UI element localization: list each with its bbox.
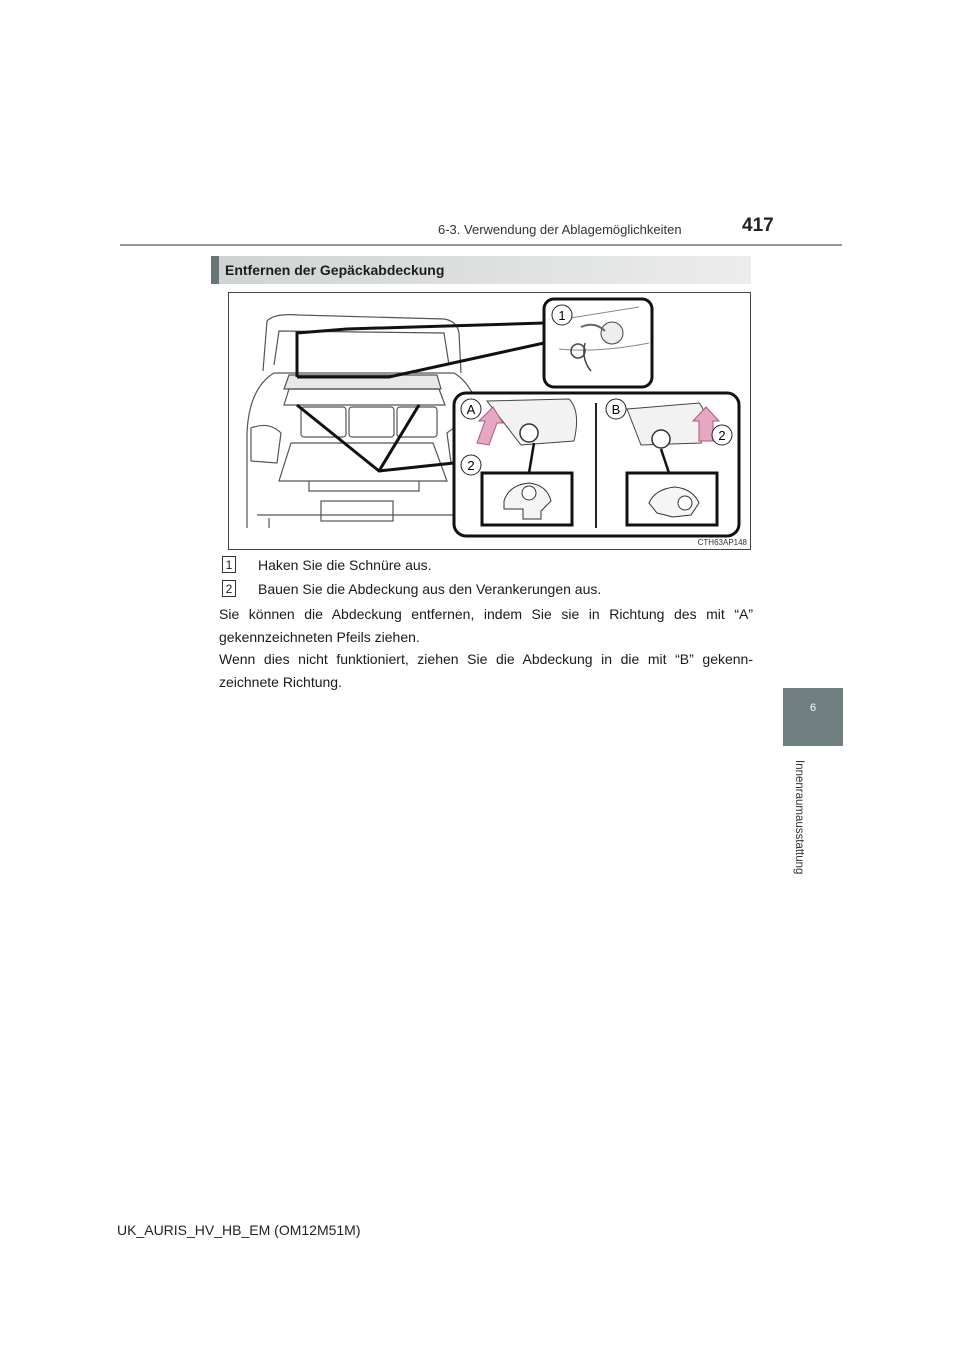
callout-b-label: B <box>611 402 621 417</box>
step-2-text: Bauen Sie die Abdeckung aus den Verankerungen aus. <box>258 581 602 597</box>
callout-1-label: 1 <box>558 308 566 323</box>
callout-a-circle <box>461 399 481 419</box>
header-divider <box>120 244 842 246</box>
step-2-number: 2 <box>222 580 236 597</box>
section-heading-bar <box>211 256 751 284</box>
callout-1-circle <box>552 305 572 325</box>
callout-b-circle <box>606 399 626 419</box>
chapter-title-vertical: Innenraumausstattung <box>793 760 805 875</box>
chapter-tab <box>783 688 843 746</box>
instruction-paragraph-2: Wenn dies nicht funktioniert, ziehen Sie die Abdeckung in die mit “B” gekenn-zeichnete Richtung. <box>219 651 753 690</box>
callout-2-right-circle <box>712 425 732 445</box>
callout-2-right-label: 2 <box>718 428 726 443</box>
instruction-body <box>219 603 753 693</box>
illustration-figure <box>228 292 751 550</box>
callout-2-left-label: 2 <box>467 458 475 473</box>
chapter-number: 6 <box>809 702 817 714</box>
step-1-number: 1 <box>222 556 236 573</box>
section-heading-accent <box>211 256 219 284</box>
callout-a-label: A <box>466 402 476 417</box>
callout-2-left-circle <box>461 455 481 475</box>
running-header-section: 6-3. Verwendung der Ablagemöglichkeiten <box>438 222 682 237</box>
section-title: Entfernen der Gepäckabdeckung <box>225 262 445 278</box>
car-rear-drawing <box>247 315 482 528</box>
step-1-text: Haken Sie die Schnüre aus. <box>258 557 432 573</box>
detail-box-anchors <box>454 393 739 536</box>
footer-model-code: UK_AURIS_HV_HB_EM (OM12M51M) <box>117 1222 361 1238</box>
page-number: 417 <box>742 215 774 236</box>
instruction-paragraph-1: Sie können die Abdeckung entfernen, indem Sie sie in Richtung des mit “A” gekennzeichneten Pfeils ziehen. <box>219 606 753 645</box>
tonneau-cover-illustration <box>229 293 752 551</box>
figure-code: CTH63AP148 <box>697 538 747 547</box>
